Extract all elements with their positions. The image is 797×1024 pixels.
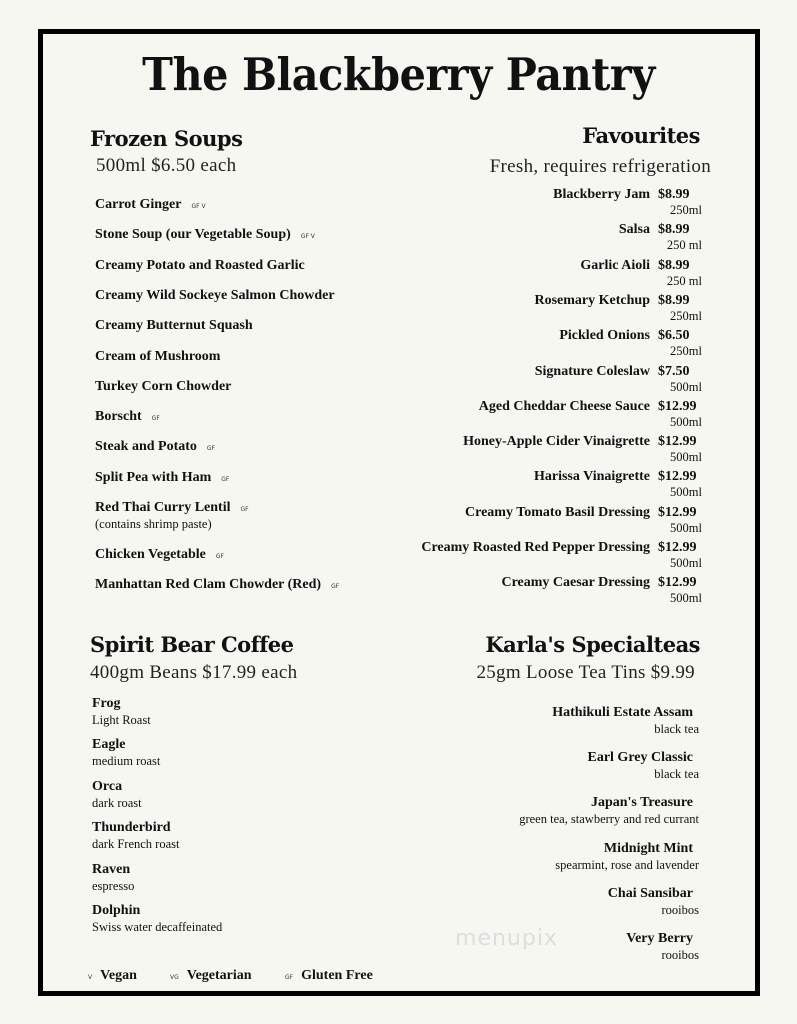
- soups-subtitle: 500ml $6.50 each: [96, 155, 237, 176]
- favourite-name: Rosemary Ketchup: [534, 292, 650, 308]
- soup-name: Creamy Potato and Roasted Garlic: [95, 257, 305, 273]
- soup-item: [95, 349, 220, 365]
- coffee-roast: medium roast: [92, 754, 161, 769]
- favourite-name: Aged Cheddar Cheese Sauce: [478, 398, 650, 414]
- favourite-size: 500ml: [670, 556, 702, 570]
- favourite-price: $6.50: [658, 328, 690, 344]
- favourite-size: 250ml: [670, 203, 702, 217]
- soup-item: [95, 500, 249, 518]
- dietary-tags: GF: [221, 475, 230, 483]
- legend-code: VG: [170, 974, 179, 981]
- legend-label: Gluten Free: [301, 968, 373, 983]
- dietary-tags: GF: [151, 415, 160, 423]
- dietary-tags: GF V: [300, 233, 315, 241]
- favourite-name: Creamy Caesar Dressing: [501, 575, 650, 591]
- coffee-roast: espresso: [92, 878, 135, 893]
- soup-name: Stone Soup (our Vegetable Soup): [95, 227, 291, 243]
- favourite-name: Blackberry Jam: [553, 187, 650, 202]
- coffee-heading: Spirit Bear Coffee: [90, 632, 294, 657]
- favourite-name: Salsa: [618, 222, 650, 238]
- legend-label: Vegan: [100, 968, 137, 983]
- favourite-price: $8.99: [658, 257, 690, 273]
- favourite-size: 500ml: [670, 450, 702, 465]
- coffee-subtitle: 400gm Beans $17.99 each: [90, 662, 298, 683]
- favourite-item: [463, 434, 702, 450]
- favourite-item: [421, 540, 702, 556]
- coffee-name: Dolphin: [92, 903, 141, 918]
- soup-name: Split Pea with Ham: [95, 469, 212, 485]
- soup-name: Red Thai Curry Lentil: [95, 500, 231, 515]
- favourite-item: [535, 364, 702, 380]
- favourite-size: 500ml: [670, 414, 702, 429]
- soup-item: [95, 227, 315, 245]
- favourite-item: [534, 469, 702, 485]
- favourite-size: 500ml: [670, 591, 702, 606]
- tea-name: Midnight Mint: [603, 840, 693, 856]
- favourite-size: 250ml: [670, 308, 702, 323]
- dietary-tags: GF: [240, 506, 249, 513]
- soup-name: Turkey Corn Chowder: [95, 378, 232, 394]
- soup-item: [95, 547, 224, 565]
- favourite-item: [619, 222, 702, 238]
- tea-description: spearmint, rose and lavender: [555, 857, 699, 872]
- favourites-heading: Favourites: [582, 123, 700, 148]
- soup-item: [95, 318, 253, 334]
- legend-label: Vegetarian: [186, 968, 252, 983]
- watermark-logo: menupix: [455, 926, 558, 951]
- favourite-item: [465, 505, 702, 521]
- favourite-name: Signature Coleslaw: [534, 363, 650, 379]
- legend-code: GF: [285, 974, 294, 981]
- favourite-name: Pickled Onions: [559, 328, 650, 344]
- favourite-name: Creamy Roasted Red Pepper Dressing: [421, 540, 650, 555]
- favourite-name: Harissa Vinaigrette: [533, 469, 650, 485]
- page-title: The Blackberry Pantry: [142, 48, 655, 101]
- soup-name: Chicken Vegetable: [95, 547, 206, 562]
- tea-name: Hathikuli Estate Assam: [552, 705, 693, 720]
- favourite-name: Garlic Aioli: [580, 257, 650, 273]
- dietary-tags: GF: [215, 553, 224, 560]
- tea-name: Very Berry: [626, 931, 693, 946]
- tea-description: green tea, stawberry and red currant: [519, 812, 699, 827]
- soup-name: Steak and Potato: [95, 439, 197, 455]
- soup-name: Creamy Butternut Squash: [95, 318, 253, 334]
- tea-description: rooibos: [661, 948, 699, 962]
- tea-name: Chai Sansibar: [607, 885, 693, 901]
- coffee-name: Eagle: [92, 737, 126, 753]
- legend-item: [285, 968, 373, 984]
- favourite-size: 250 ml: [666, 273, 702, 288]
- favourite-item: [535, 293, 703, 309]
- soups-heading: Frozen Soups: [90, 126, 243, 151]
- coffee-roast: Light Roast: [92, 713, 151, 727]
- teas-subtitle: 25gm Loose Tea Tins $9.99: [476, 662, 695, 683]
- favourite-price: $12.99: [658, 504, 697, 520]
- dietary-tags: GF: [331, 583, 340, 591]
- soup-item: [95, 409, 160, 427]
- soup-name: Cream of Mushroom: [95, 348, 221, 364]
- dietary-tags: GF V: [191, 203, 206, 210]
- tea-description: black tea: [654, 767, 699, 782]
- favourite-item: [479, 399, 702, 415]
- tea-name: Earl Grey Classic: [587, 750, 693, 766]
- favourite-price: $12.99: [658, 540, 697, 555]
- tea-name: Japan's Treasure: [590, 795, 693, 811]
- coffee-name: Frog: [92, 696, 121, 711]
- tea-description: rooibos: [661, 902, 699, 917]
- favourite-price: $12.99: [658, 398, 697, 414]
- favourite-price: $7.50: [658, 363, 690, 379]
- favourite-size: 500ml: [670, 379, 702, 394]
- favourite-name: Creamy Tomato Basil Dressing: [465, 504, 650, 520]
- tea-description: black tea: [654, 722, 699, 736]
- legend-item: [170, 968, 252, 984]
- favourite-size: 500ml: [670, 485, 702, 500]
- favourite-price: $8.99: [658, 187, 690, 202]
- soup-name: Borscht: [95, 409, 142, 425]
- favourite-item: [580, 258, 702, 274]
- favourite-item: [501, 575, 702, 591]
- soup-name: Creamy Wild Sockeye Salmon Chowder: [95, 287, 335, 303]
- favourite-item: [559, 328, 702, 344]
- favourite-size: 250 ml: [666, 238, 702, 253]
- soup-item: [95, 577, 339, 595]
- legend-item: [88, 968, 137, 984]
- coffee-roast: Swiss water decaffeinated: [92, 920, 223, 934]
- favourites-subtitle: Fresh, requires refrigeration: [489, 156, 711, 177]
- teas-heading: Karla's Specialteas: [485, 632, 700, 657]
- soup-note: (contains shrimp paste): [95, 517, 212, 531]
- coffee-roast: dark French roast: [92, 837, 180, 852]
- favourite-price: $8.99: [658, 292, 690, 308]
- soup-item: [95, 470, 229, 488]
- soup-item: [95, 288, 335, 304]
- favourite-size: 500ml: [670, 520, 702, 535]
- favourite-price: $12.99: [658, 575, 697, 591]
- soup-item: [95, 258, 305, 274]
- soup-item: [95, 379, 231, 395]
- coffee-name: Thunderbird: [92, 820, 171, 836]
- favourite-name: Honey-Apple Cider Vinaigrette: [463, 434, 650, 450]
- favourite-size: 250ml: [670, 344, 702, 359]
- soup-name: Manhattan Red Clam Chowder (Red): [95, 577, 322, 593]
- coffee-roast: dark roast: [92, 795, 142, 810]
- legend-code: V: [88, 974, 93, 981]
- favourite-item: [553, 187, 702, 203]
- favourite-price: $8.99: [658, 222, 690, 238]
- soup-item: [95, 197, 206, 215]
- favourite-price: $12.99: [658, 469, 697, 485]
- coffee-name: Raven: [92, 861, 131, 877]
- soup-name: Carrot Ginger: [95, 197, 182, 212]
- soup-item: [95, 439, 215, 457]
- favourite-price: $12.99: [658, 434, 697, 450]
- dietary-tags: GF: [206, 445, 216, 453]
- coffee-name: Orca: [92, 778, 123, 794]
